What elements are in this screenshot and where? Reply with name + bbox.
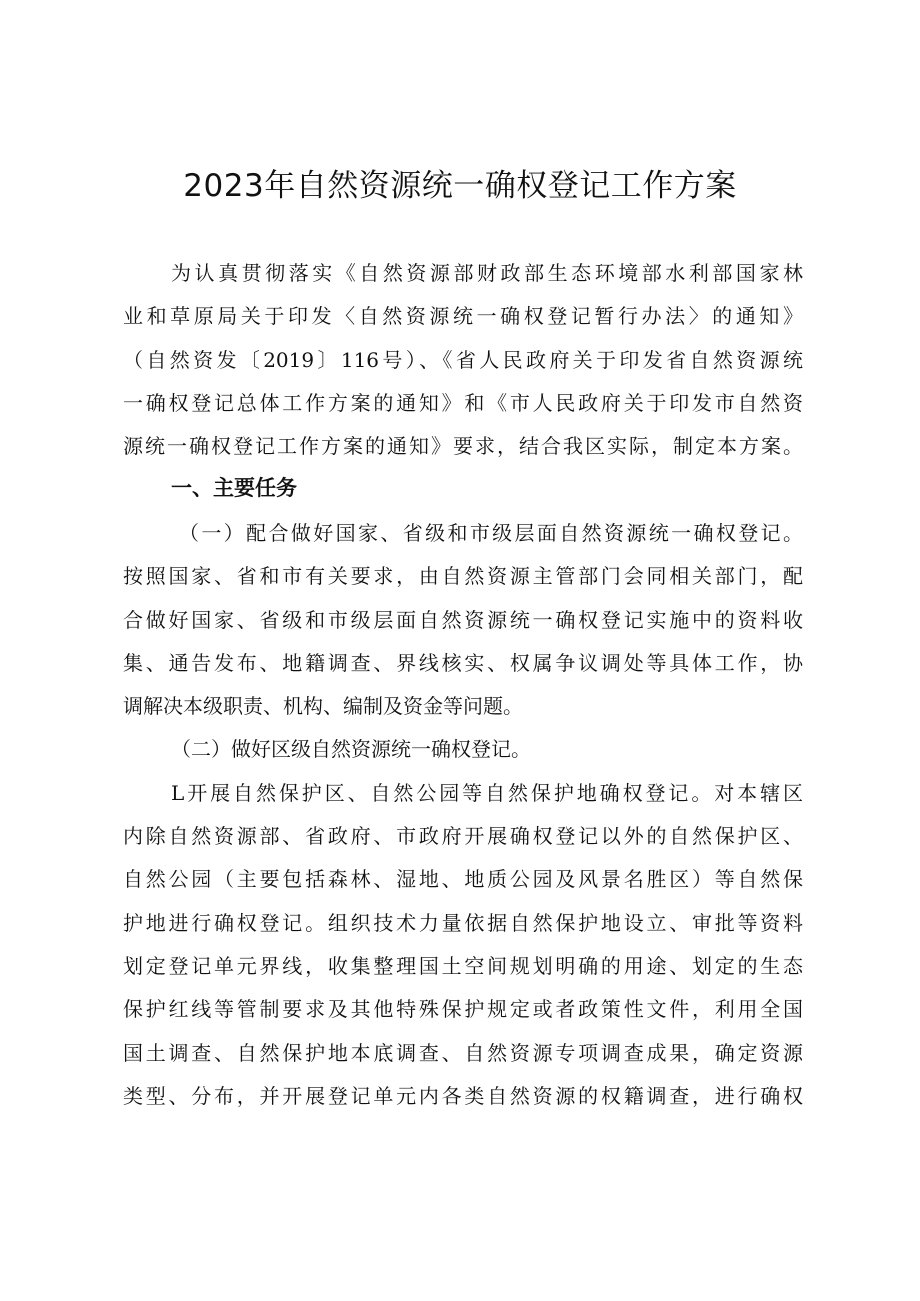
text-line: 国土调查、自然保护地本底调查、自然资源专项调查成果，确定资源	[123, 1040, 803, 1065]
text-line: 内除自然资源部、省政府、市政府开展确权登记以外的自然保护区、	[123, 824, 803, 849]
text-line: 护地进行确权登记。组织技术力量依据自然保护地设立、审批等资料	[123, 910, 803, 935]
section-heading: 一、主要任务	[171, 476, 297, 500]
tasks-body	[123, 512, 803, 1118]
text-line: 划定登记单元界线，收集整理国土空间规划明确的用途、划定的生态	[123, 953, 803, 978]
text-line: 自然公园（主要包括森林、湿地、地质公园及风景名胜区）等自然保	[123, 867, 803, 892]
text-line: （自然资发〔2019〕116号）、《省人民政府关于印发省自然资源统	[123, 347, 803, 372]
text-line: 按照国家、省和市有关要求，由自然资源主管部门会同相关部门，配	[123, 564, 803, 589]
text-line: 一确权登记总体工作方案的通知》和《市人民政府关于印发市自然资	[123, 390, 803, 415]
text-line: 合做好国家、省级和市级层面自然资源统一确权登记实施中的资料收	[123, 607, 803, 632]
text-line: 类型、分布，并开展登记单元内各类自然资源的权籍调查，进行确权	[123, 1083, 803, 1108]
text-line: L开展自然保护区、自然公园等自然保护地确权登记。对本辖区	[171, 780, 803, 805]
intro-paragraph	[123, 252, 803, 468]
text-line: 集、通告发布、地籍调查、界线核实、权属争议调处等具体工作，协	[123, 650, 803, 675]
text-line: 保护红线等管制要求及其他特殊保护规定或者政策性文件，利用全国	[123, 997, 803, 1022]
text-line: 业和草原局关于印发〈自然资源统一确权登记暂行办法〉的通知》	[123, 304, 803, 329]
task2-heading: （二）做好区级自然资源统一确权登记。	[171, 737, 531, 762]
task1-heading-line: （一）配合做好国家、省级和市级层面自然资源统一确权登记。	[179, 521, 803, 545]
text-line: 为认真贯彻落实《自然资源部财政部生态环境部水利部国家林	[171, 261, 803, 285]
document-title: 2023年自然资源统一确权登记工作方案	[183, 168, 737, 204]
text-line: 调解决本级职责、机构、编制及资金等问题。	[123, 694, 523, 719]
text-line: 源统一确权登记工作方案的通知》要求，结合我区实际，制定本方案。	[123, 434, 803, 459]
